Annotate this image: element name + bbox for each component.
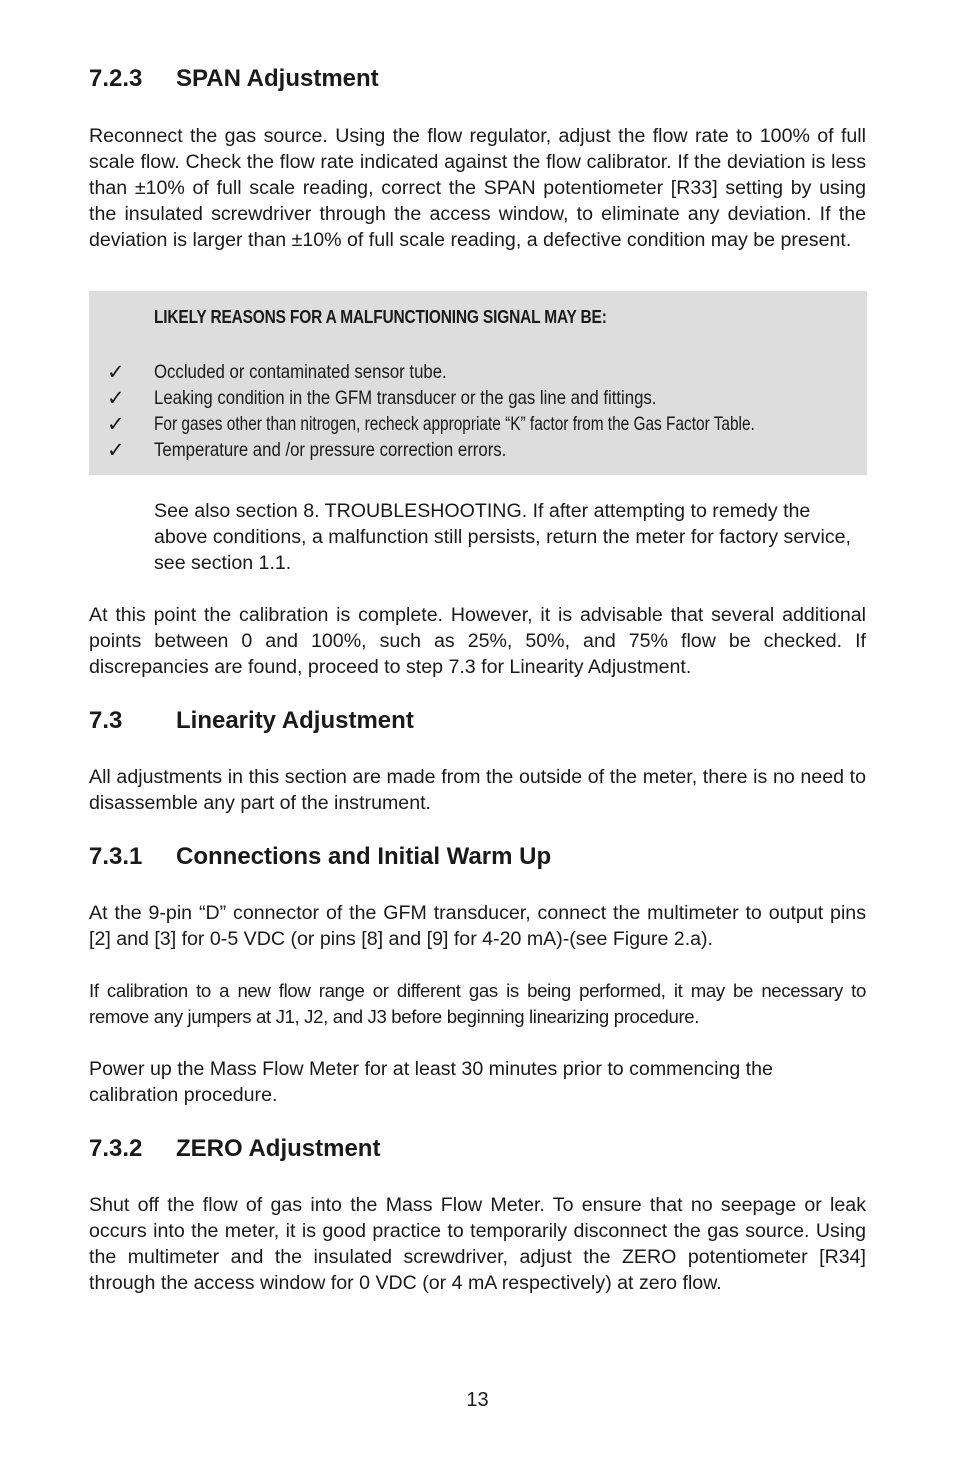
connections-paragraph-2: If calibration to a new flow range or different gas is being performed, it may be necessary to remove any jumpers at J1, J2, and J3 before beginning linearizing procedure.	[89, 980, 866, 1027]
heading-span-adjustment	[89, 64, 379, 94]
heading-zero-adjustment	[89, 1134, 380, 1164]
section-number: 7.3.1	[89, 843, 143, 870]
heading-linearity-adjustment	[89, 706, 414, 736]
checkmark-icon: ✓	[107, 360, 125, 384]
section-title: ZERO Adjustment	[176, 1135, 381, 1162]
linearity-paragraph: All adjustments in this section are made from the outside of the meter, there is no need to disassemble any part of the instrument.	[89, 766, 866, 814]
zero-paragraph: Shut off the flow of gas into the Mass Flow Meter. To ensure that no seepage or leak occurs into the meter, it is good practice to temporarily disconnect the gas source. Using the multimeter and the insulated screwdriver, adjust the ZERO potentiometer [R34] through the access window for 0 VDC (or 4 mA respectively) at zero flow.	[89, 1194, 866, 1294]
see-also-paragraph: See also section 8. TROUBLESHOOTING. If after attempting to remedy the above conditions, a malfunction still persists, return the meter for factory service, see section 1.1.	[154, 500, 851, 574]
connections-paragraph-3: Power up the Mass Flow Meter for at least 30 minutes prior to commencing the calibration procedure.	[89, 1058, 773, 1106]
malfunction-callout-box	[89, 291, 867, 475]
checkmark-icon: ✓	[107, 412, 125, 436]
heading-connections-warm-up	[89, 842, 551, 872]
list-item-text: Leaking condition in the GFM transducer or the gas line and fittings.	[154, 387, 657, 409]
list-item-text: Temperature and /or pressure correction errors.	[154, 439, 507, 461]
section-title: Connections and Initial Warm Up	[176, 843, 552, 870]
connections-paragraph-1: At the 9-pin “D” connector of the GFM transducer, connect the multimeter to output pins [2] and [3] for 0-5 VDC (or pins [8] and [9] for 4-20 mA)-(see Figure 2.a).	[89, 902, 866, 950]
section-title: SPAN Adjustment	[176, 65, 379, 92]
list-item-text: For gases other than nitrogen, recheck appropriate “K” factor from the Gas Factor Table.	[154, 413, 755, 435]
page-number: 13	[466, 1389, 489, 1411]
list-item-text: Occluded or contaminated sensor tube.	[154, 361, 447, 383]
calibration-complete-paragraph: At this point the calibration is complete. However, it is advisable that several additional points between 0 and 100%, such as 25%, 50%, and 75% flow be checked. If discrepancies are found, proceed to step 7.3 for Linearity Adjustment.	[89, 604, 866, 678]
section-number: 7.3	[89, 707, 123, 734]
checkmark-icon: ✓	[107, 386, 125, 410]
span-paragraph: Reconnect the gas source. Using the flow regulator, adjust the flow rate to 100% of full scale flow. Check the flow rate indicated against the flow calibrator. If the deviation is less than ±10% of full scale reading, correct the SPAN potentiometer [R33] setting by using the insulated screwdriver through the access window, to eliminate any deviation. If the deviation is larger than ±10% of full scale reading, a defective condition may be present.	[89, 125, 866, 251]
checkmark-icon: ✓	[107, 438, 125, 462]
section-number: 7.2.3	[89, 65, 143, 92]
callout-title: LIKELY REASONS FOR A MALFUNCTIONING SIGNAL MAY BE:	[154, 307, 607, 327]
section-title: Linearity Adjustment	[176, 707, 414, 734]
section-number: 7.3.2	[89, 1135, 143, 1162]
